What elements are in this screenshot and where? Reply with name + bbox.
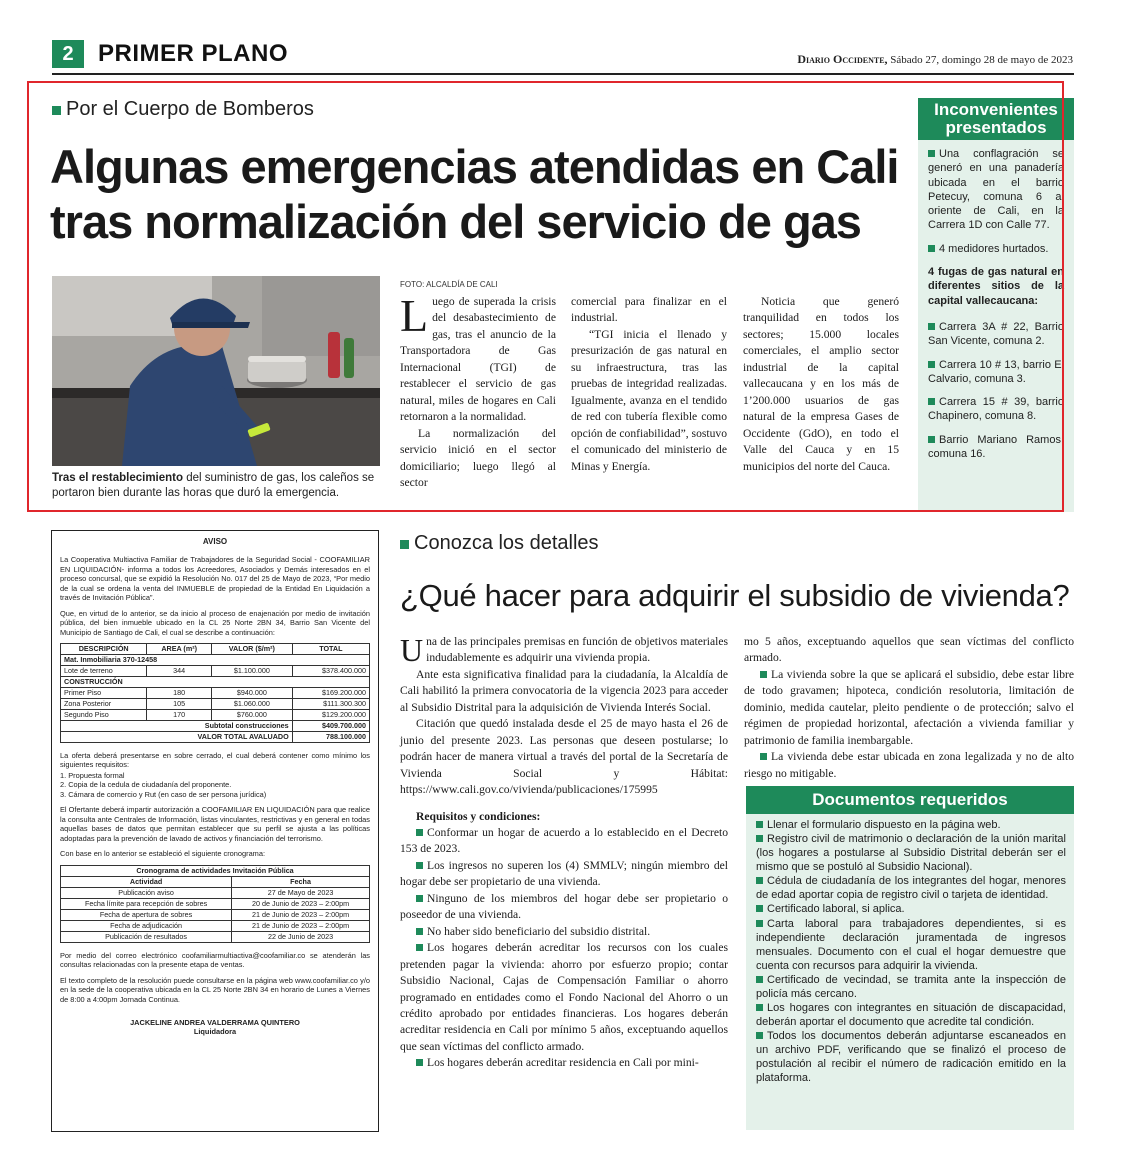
table-section-label: CONSTRUCCIÓN [61,676,370,687]
green-square-icon [416,862,423,869]
green-square-icon [400,540,409,549]
sidebar-item: Carrera 10 # 13, barrio El Calvario, comuna 3. [928,358,1064,385]
schedule-table [60,865,370,943]
section-title: PRIMER PLANO [98,40,289,67]
paragraph: Que, en virtud de lo anterior, se da inicio al proceso de enajenación por medio de invitación pública, del bien inmueble ubicado en la CL 25 Norte 2BN 34, Barrio San Vicente del Municipio de Santiago de Cali, el cual se describe a continuación: [60,608,370,637]
table-row: Zona Posterior 105 $1.060.000 $111.300.300 [61,698,370,709]
table-row: Publicación aviso 27 de Mayo de 2023 [61,887,370,898]
green-square-icon [760,753,767,760]
list-item: Certificado laboral, si aplica. [756,902,1066,916]
green-square-icon [756,877,763,884]
table-row: Primer Piso 180 $940.000 $169.200.000 [61,687,370,698]
photo-caption: Tras el restablecimiento del suministro de gas, los caleños se portaron bien durante las horas que duró la emergencia. [52,472,375,499]
table-row: Publicación de resultados 22 de Junio de 2023 [61,931,370,942]
drop-cap: U [400,632,424,668]
paragraph: “TGI inicia el llenado y presurización de gas natural en su infraestructura, tras las pruebas de integridad realizadas. Igualmente, avanza en el tendido de red con tubería flexible como opción de confiabilidad”, sostuvo el comunicado del ministerio de Minas y Energía. [571,327,727,473]
masthead [797,52,1073,67]
table-row: Fecha de adjudicación 21 de Junio de 2023 – 2:00pm [61,920,370,931]
green-square-icon [756,920,763,927]
paragraph: mo 5 años, exceptuando aquellos que sean víctimas del conflicto armado. [744,635,1074,665]
article-headline: ¿Qué hacer para adquirir el subsidio de vivienda? [400,578,1070,613]
green-square-icon [756,1032,763,1039]
paper-name: Diario Occidente, [797,52,888,66]
list-item: Carta laboral para trabajadores dependientes, si es independiente declaración juramentada de ingresos mensuales. Documento con el cual el hogar demuestre que cuenta con recursos para adquirir la vivienda. [756,917,1066,972]
list-item: Los hogares deberán acreditar residencia en Cali por mini- [400,1055,728,1071]
article-kicker: Conozca los detalles [400,532,599,555]
documents-title: Documentos requeridos [746,786,1074,814]
paragraph: Ante esta significativa finalidad para la ciudadanía, la Alcaldía de Cali habilitó la primera convocatoria de la vigencia 2023 para acceder al Subsidio Distrital para la adquisición de Vivienda Interés Social. [400,667,728,714]
signer-name: JACKELINE ANDREA VALDERRAMA QUINTERO [130,1018,300,1028]
list-item: La vivienda debe estar ubicada en zona legalizada y no de alto riesgo no mitigable. [744,750,1074,780]
paragraph: Con base en lo anterior se estableció el siguiente cronograma: [60,849,266,859]
list-item: Conformar un hogar de acuerdo a lo establecido en el Decreto 153 de 2023. [400,825,728,856]
green-square-icon [756,1004,763,1011]
list-item: Cédula de ciudadanía de los integrantes del hogar, menores de edad aportar copia de registro civil o tarjeta de identidad. [756,875,1066,902]
green-square-icon [756,976,763,983]
green-square-icon [416,1059,423,1066]
article-column-1: Una de las principales premisas en función de objetivos materiales indudablemente es adquirir una vivienda propia. Ante esta significativa finalidad para la ciudadanía, la Alcaldía de Cali habilitó la primera convocatoria de la vigencia 2023 para acceder al Subsidio Distrital para la adquisición de Vivienda Interés Social. Citación que quedó instalada desde el 25 de mayo hasta el 26 de junio del presente 2023. Las personas que deseen postularse; lo podrán hacer de manera virtual a través del portal de la Secretaría de Vivienda Social y Hábitat: https://www.cali.gov.co/vivienda/publicaciones/175995 Requisitos y condiciones: Conformar un hogar de acuerdo a lo establecido en el Decreto 153 de 2023. Los ingresos no superen los (4) SMMLV; ningún miembro del hogar debe ser propietario de una vivienda. Ninguno de los miembros del hogar debe ser propietario o poseedor de una vivienda. No haber sido beneficiario del subsidio distrital. Los hogares deberán acreditar los recursos con los cuales pretenden pagar la vivienda: ahorro por esfuerzo propio; contar Subsidio Nacional, Cajas de Compensación Familiar o ahorro programado en entidades como el Fondo Nacional del Ahorro o un crédito aprobado por entidades financieras. Los hogares deberán acreditar residencia en Cali por mínimo 5 años, exceptuando aquellos que sean víctimas del conflicto armado. Los hogares deberán acreditar residencia en Cali por mini- [400,634,728,1072]
sidebar-subhead: 4 fugas de gas natural en diferentes sitios de la capital vallecaucana: [928,266,1064,307]
sidebar-title: Inconvenientes presentados [918,98,1074,140]
property-table [60,643,370,743]
table-row: VALOR TOTAL AVALUADO 788.100.000 [61,731,370,742]
notice-title: AVISO [202,537,228,546]
list-item: Todos los documentos deberán adjuntarse escaneados en un archivo PDF, verificando que se finalizó el proceso de postulación al recibir el número de radicación emitido en la plataforma. [756,1030,1066,1085]
paragraph: Citación que quedó instalada desde el 25 de mayo hasta el 26 de junio del presente 2023. Las personas que deseen postularse; lo podrán hacer de manera virtual a través del portal de la Secretaría de Vivienda Social y Hábitat: https://www.cali.gov.co/vivienda/publicaciones/175995 [400,717,728,797]
paragraph: comercial para finalizar en el industrial. [571,295,727,325]
green-square-icon [756,821,763,828]
green-square-icon [416,829,423,836]
paragraph: La normalización del servicio inició en el sector domiciliario; luego llegó al sector [400,426,556,489]
paragraph: El texto completo de la resolución puede consultarse en la página web www.coofamiliar.co y/o en la sede de la cooperativa ubicada en la CL 25 Norte 2BN 34 en horario de Lunes a Viernes de 8:00 a 4:00pm Jornada Continua. [60,975,370,1004]
sidebar-item: Barrio Mariano Ramos, comuna 16. [928,433,1064,461]
list-item: 3. Cámara de comercio y Rut (en caso de ser persona jurídica) [60,789,267,799]
green-square-icon [760,671,767,678]
table-header: Fecha [232,876,370,887]
paragraph: La oferta deberá presentarse en sobre cerrado, el cual deberá contener como mínimo los siguientes requisitos: [60,750,370,770]
list-item: Registro civil de matrimonio o declaración de la unión marital (los hogares a postularse al Subsidio Distrital deberán ser el mismo que se postuló al Subsidio Nacional). [756,833,1066,874]
legal-notice [51,530,379,1132]
paragraph: La Cooperativa Multiactiva Familiar de Trabajadores de la Seguridad Social - COOFAMILIAR EN LIQUIDACIÓN- informa a todos los Acreedores, Asociados y Demás interesados en el proceso concursal, que se expidió la Resolución No. 017 del 25 de Mayo de 2023, “Por medio de la cual se ordena la venta del INMUEBLE de propiedad de la Entidad En Liquidación a través de Invitación Pública”. [60,555,370,603]
annotation-frame [27,81,1064,512]
page-number: 2 [52,40,84,68]
documents-list [756,818,1066,1085]
list-item: Los hogares con integrantes en situación de discapacidad, deberán aportar el documento que acredite tal condición. [756,1002,1066,1029]
green-square-icon [756,835,763,842]
table-row: Fecha límite para recepción de sobres 20 de Junio de 2023 – 2:00pm [61,898,370,909]
article-column-2 [744,634,1074,782]
header-rule [52,73,1074,75]
article-headline: Algunas emergencias atendidas en Cali tras normalización del servicio de gas [50,140,899,248]
sidebar-item: Carrera 15 # 39, barrio Chapinero, comuna 8. [928,396,1064,423]
green-square-icon [416,944,423,951]
photo-credit: FOTO: ALCALDÍA DE CALI [400,280,498,289]
sidebar-item: Carrera 3A # 22, Barrio San Vicente, comuna 2. [928,320,1064,348]
paragraph: Noticia que generó tranquilidad en todos los sectores; 15.000 locales comerciales, el amplio sector industrial de la capital vallecaucana y en los más de 1’200.000 usuarios de gas natural de la empresa Gases de Occidente (GdO), en todo el Valle del Cauca y en 15 municipios del norte del Cauca. [743,295,899,473]
table-row: Fecha de apertura de sobres 21 de Junio de 2023 – 2:00pm [61,909,370,920]
table-row: Subtotal construcciones $409.700.000 [61,720,370,731]
list-item: Llenar el formulario dispuesto en la página web. [756,818,1066,832]
list-item: 2. Copia de la cedula de ciudadanía del proponente. [60,780,232,790]
table-header: AREA (m²) [147,643,212,654]
issue-date: Sábado 27, domingo 28 de mayo de 2023 [890,54,1073,66]
paragraph: Por medio del correo electrónico coofamiliarmultiactiva@coofamiliar.co se atenderán las consultas relacionadas con la presente etapa de ventas. [60,950,370,970]
list-item: No haber sido beneficiario del subsidio distrital. [400,924,728,940]
green-square-icon [416,928,423,935]
green-square-icon [756,905,763,912]
green-square-icon [416,895,423,902]
signer-role: Liquidadora [193,1027,237,1037]
section-subhead: Requisitos y condiciones: [416,809,541,823]
paragraph: El Ofertante deberá impartir autorización a COOFAMILIAR EN LIQUIDACIÓN para que realice la consulta ante Centrales de Información, listas vinculantes, restrictivas y en general en todas aquellas bases de datos que permitan establecer que su perfil se ajusta a las políticas adoptadas para la prevención de lavado de activos y financiación del terrorismo. [60,805,370,843]
list-item: Los hogares deberán acreditar los recursos con los cuales pretenden pagar la vivienda: ahorro por esfuerzo propio; contar Subsidio Nacional, Cajas de Compensación Familiar o ahorro programado en entidades como el Fondo Nacional del Ahorro o un crédito aprobado por entidades financieras. Los hogares deberán acreditar residencia en Cali por mínimo 5 años, exceptuando aquellos que sean víctimas del conflicto armado. [400,941,728,1053]
article-kicker: Por el Cuerpo de Bomberos [52,98,314,121]
table-row: Segundo Piso 170 $760.000 $129.200.000 [61,709,370,720]
table-subheader: Mat. Inmobiliaria 370-12458 [61,654,370,665]
sidebar-item: 4 medidores hurtados. [928,242,1064,256]
sidebar-item: Una conflagración se generó en una panadería ubicada en el barrio Petecuy, comuna 6 al oriente de Cali, en la Carrera 1D con Calle 77. [928,148,1064,232]
list-item: La vivienda sobre la que se aplicará el subsidio, debe estar libre de todo gravamen; hipoteca, condición resolutoria, limitación de dominio, medida cautelar, pleito pendiente o de protección; salvo el régimen de propiedad horizontal, afectación a vivienda familiar y patrimonio de familia inembargable. [744,667,1074,747]
table-title: Cronograma de actividades Invitación Pública [61,865,370,876]
list-item: 1. Propuesta formal [60,770,125,780]
list-item: Ninguno de los miembros del hogar debe ser propietario o poseedor de una vivienda. [400,891,728,922]
table-header: Actividad [61,876,232,887]
table-header: VALOR ($/m²) [212,643,293,654]
drop-cap: L [400,290,429,341]
list-item: Los ingresos no superen los (4) SMMLV; ningún miembro del hogar debe ser propietario de una vivienda. [400,858,728,889]
table-header: DESCRIPCIÓN [61,643,147,654]
article-column-1: Luego de superada la crisis del desabastecimiento de gas, tras el anuncio de la Transportadora de Gas Internacional (TGI) de restablecer el servicio de gas natural, miles de hogares en Cali retornaron a la normalidad. La normalización del servicio inició en el sector domiciliario; luego llegó al sector [400,294,556,491]
table-header: TOTAL [292,643,369,654]
list-item: Certificado de vecindad, se tramita ante la inspección de policía más cercano. [756,973,1066,1000]
table-row: Lote de terreno 344 $1.100.000 $378.400.000 [61,665,370,676]
